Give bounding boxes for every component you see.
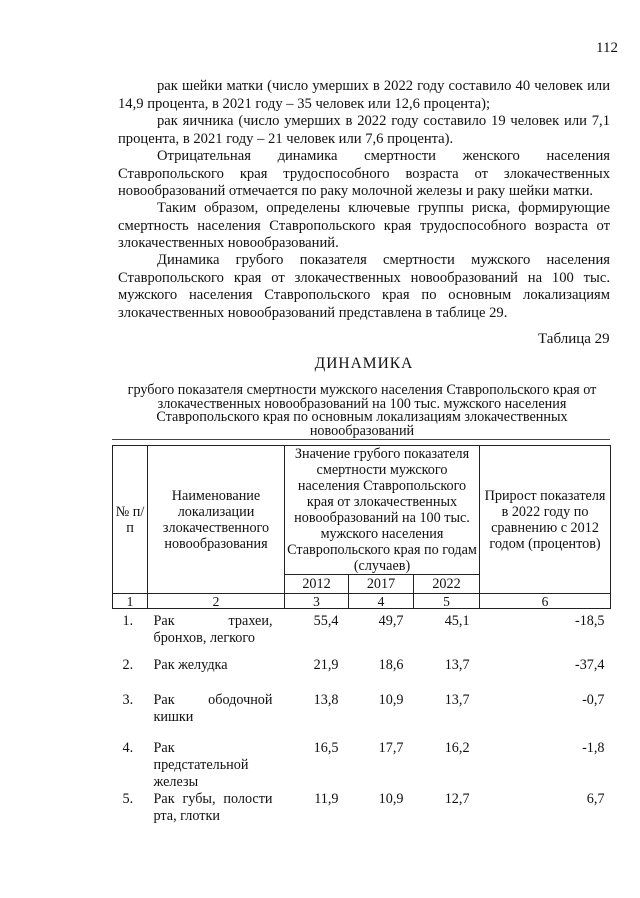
row-number: 2.	[122, 656, 134, 673]
paragraph-male-dynamics: Динамика грубого показателя смертности мужского населения Ставропольского края от злокачественных новообразований на 100 тыс. мужского населения Ставропольского края по основным локализациям злокачественных новообразований представлена в таблице 29.	[118, 252, 610, 322]
paragraph-ovarian-cancer: рак яичника (число умерших в 2022 году составило 19 человек или 7,1 процента, в 2021 году – 21 человек или 7,6 процента).	[118, 113, 610, 147]
column-number: 6	[480, 594, 611, 609]
row-number: 5.	[122, 790, 134, 807]
table-subtitle: грубого показателя смертности мужского населения Ставропольского края от злокачественных новообразований на 100 тыс. мужского населения Ставропольского края по основным локализациям злокачественных новообразований	[127, 382, 597, 439]
header-number: № п/п	[113, 446, 148, 594]
row-growth: -18,5	[574, 613, 605, 629]
header-localization: Наименование локализации злокачественного новообразования	[148, 446, 285, 594]
row-value-2012: 11,9	[314, 790, 339, 807]
column-number: 1	[113, 594, 148, 609]
table-heading: ДИНАМИКА	[314, 355, 414, 372]
row-growth: 6,7	[586, 790, 605, 807]
row-number: 4.	[122, 739, 134, 756]
row-value-2022: 45,1	[444, 613, 470, 629]
row-value-2017: 17,7	[378, 739, 404, 756]
row-value-2017: 49,7	[378, 613, 404, 629]
mortality-table	[112, 445, 611, 839]
row-value-2012: 21,9	[313, 656, 339, 673]
row-value-2017: 10,9	[378, 691, 404, 708]
column-number: 4	[349, 594, 414, 609]
row-localization: Рак губы, полости рта, глотки	[153, 790, 273, 824]
row-value-2022: 13,7	[444, 691, 470, 708]
row-localization: Рак трахеи, бронхов, легкого	[153, 613, 273, 646]
table-row	[113, 740, 611, 791]
page-number: 112	[596, 40, 618, 56]
column-number: 5	[414, 594, 480, 609]
row-value-2017: 18,6	[378, 656, 404, 673]
table-row	[113, 791, 611, 839]
row-localization: Рак предстательной железы	[153, 739, 249, 790]
row-value-2022: 16,2	[444, 739, 470, 756]
row-value-2012: 55,4	[313, 613, 339, 629]
row-localization: Рак ободочной кишки	[153, 691, 273, 725]
table-top-rule	[112, 439, 610, 440]
row-value-2017: 10,9	[378, 790, 404, 807]
column-number: 2	[148, 594, 285, 609]
row-value-2012: 13,8	[313, 691, 339, 708]
row-growth: -0,7	[582, 691, 605, 708]
paragraph-negative-dynamics: Отрицательная динамика смертности женского населения Ставропольского края трудоспособного возраста от злокачественных новообразований отмечается по раку молочной железы и раку шейки матки.	[118, 148, 610, 200]
header-year-2017: 2017	[349, 575, 414, 594]
row-value-2022: 12,7	[444, 790, 470, 807]
header-year-2022: 2022	[414, 575, 480, 594]
row-growth: -1,8	[582, 739, 605, 756]
table-label: Таблица 29	[538, 331, 610, 347]
row-number: 3.	[122, 691, 134, 708]
header-growth: Прирост показателя в 2022 году по сравнению с 2012 годом (процентов)	[480, 446, 611, 594]
table-row	[113, 692, 611, 740]
header-year-2012: 2012	[285, 575, 349, 594]
header-value-group: Значение грубого показателя смертности мужского населения Ставропольского края от злокачественных новообразований на 100 тыс. мужского населения Ставропольского края по годам (случаев)	[285, 446, 480, 575]
column-number: 3	[285, 594, 349, 609]
table-row	[113, 657, 611, 692]
row-value-2012: 16,5	[313, 739, 339, 756]
paragraph-cervical-cancer: рак шейки матки (число умерших в 2022 году составило 40 человек или 14,9 процента, в 2021 году – 35 человек или 12,6 процента);	[118, 78, 610, 112]
table-row	[113, 609, 611, 657]
row-localization: Рак желудка	[153, 656, 228, 673]
row-number: 1.	[122, 613, 134, 629]
row-growth: -37,4	[574, 656, 605, 673]
row-value-2022: 13,7	[444, 656, 470, 673]
paragraph-risk-groups: Таким образом, определены ключевые группы риска, формирующие смертность населения Ставропольского края трудоспособного возраста от злокачественных новообразований.	[118, 200, 610, 252]
